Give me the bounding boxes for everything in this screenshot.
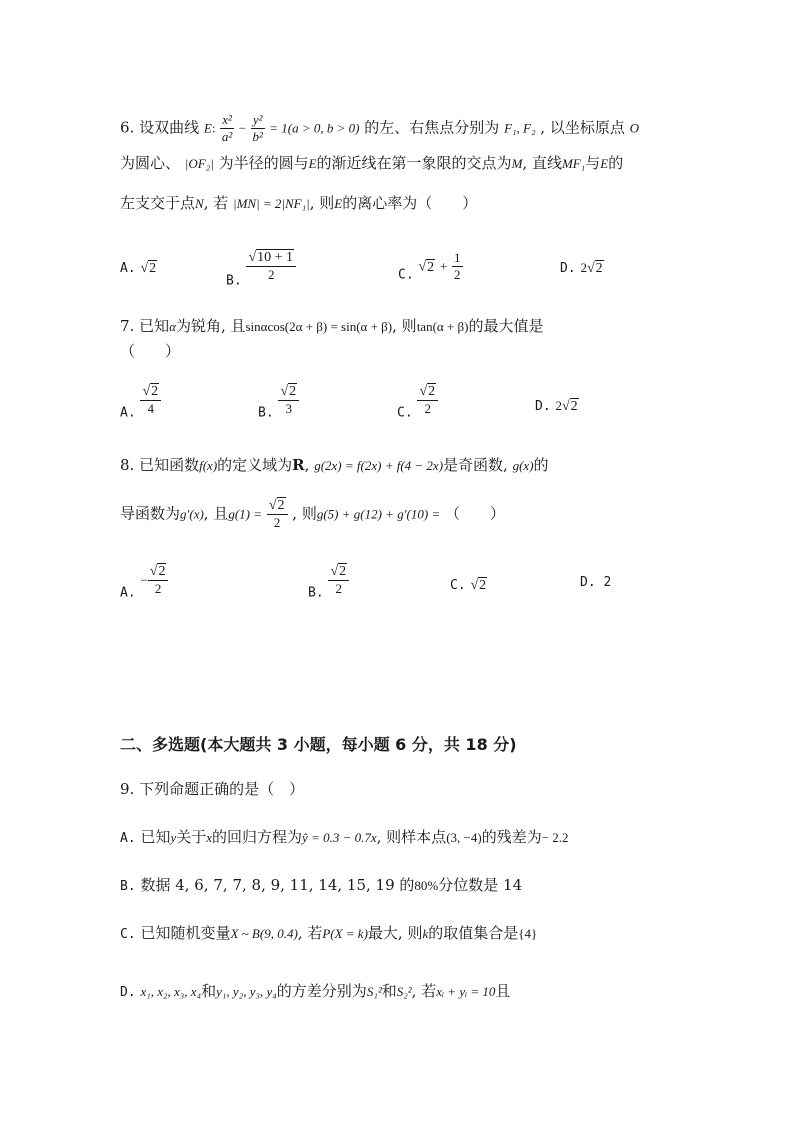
option-fraction [452,250,463,283]
frac-num: √2 [278,384,299,401]
frac-den: 2 [335,581,343,596]
option-fraction [140,384,161,417]
q8-text: 是奇函数, [443,456,508,474]
q7-option-c[interactable] [397,384,438,421]
sqrt-expression: √2 [418,259,435,275]
sqrt-expression: √2 [470,578,487,593]
q9-text: , 则样本点 [376,828,447,846]
q6-symbol-E: E [600,156,609,171]
option-label: A. [120,261,136,276]
minus-sign: − [140,572,148,588]
section-title: 二、多选题(本大题共 3 小题，每小题 6 分，共 18 分) [120,735,517,754]
q6-of2: |OF₂| [184,156,214,171]
q7-option-a[interactable] [120,384,161,421]
q8-text: 已知函数 [139,456,200,474]
q7-text: , 则 [392,317,417,335]
q8-g-definition: g(2x) = f(2x) + f(4 − 2x) [314,458,444,473]
q7-paren: （ ） [120,342,181,360]
q7-condition: sinαcos(2α + β) = sin(α + β) [245,319,393,334]
q9-text: 和 [381,982,397,1000]
q7-option-b[interactable] [258,384,299,421]
q8-text: , 则 [292,504,317,523]
coefficient: 2 [580,260,587,275]
q9-text: 的残差为 [481,828,542,846]
q6-line1 [120,112,639,145]
q9-distribution: X ~ B(9, 0.4) [230,926,298,941]
q9-stem: 9. 下列命题正确的是（ ） [120,780,305,798]
q6-text: , 直线 [522,154,562,172]
option-label: C. [397,405,413,421]
q6-symbol-E: E [308,156,317,171]
q6-frac-x [220,112,234,145]
sqrt-expression: √2 [140,261,157,276]
q9-text: , 若 [297,924,323,942]
q9-option-d[interactable] [120,980,510,1001]
q6-minus: − [238,120,247,136]
frac-den: 2 [273,515,281,530]
radicand: 10 + 1 [257,250,294,265]
q8-option-d[interactable]: D. 2 [580,575,612,590]
q8-number: 8. [120,456,135,474]
coefficient: 2 [555,398,562,413]
q9-text: 和 [201,982,217,1000]
q9-text: 的取值集合是 [428,924,519,942]
q9-sample-point: (3, −4) [446,830,482,845]
q9-option-c[interactable] [120,922,537,943]
option-label: B. [226,273,242,289]
option-label: D. [560,261,576,276]
q6-text: 设双曲线 [139,118,200,137]
q6-option-a[interactable] [120,258,157,277]
q9-option-a[interactable] [120,826,569,847]
radicand: 2 [289,384,297,399]
q6-text: 的左、右焦点分别为 [364,118,500,137]
q9-text: 最大, 则 [367,924,423,942]
q9-text: 且 [495,982,511,1000]
q9-x-values: x₁, x₂, x₃, x₄ [140,984,202,999]
frac-den: 2 [154,581,162,596]
option-label: B. [120,879,136,894]
frac-num: √2 [140,384,161,401]
q6-text: 左支交于点 [120,194,196,212]
frac-num: √2 [267,498,288,515]
option-label: C. [398,267,414,283]
q7-text: 为锐角, 且 [175,317,246,335]
q8-line2 [120,498,505,531]
q9-text: 分位数是 14 [438,876,523,894]
q9-text: 的方差分别为 [276,982,367,1000]
q9-variance-2: S₂² [396,984,412,999]
q7-line1 [120,315,544,336]
q6-symbol-E: E [334,196,343,211]
option-label: A. [120,585,136,601]
q7-text: 的最大值是 [468,317,544,335]
option-label: C. [450,578,466,593]
q7-text: 已知 [139,317,170,335]
frac-den: 2 [267,267,275,282]
option-fraction [246,250,296,283]
q9-x: x [206,830,213,845]
q6-text: 与 [585,154,601,172]
q6-option-c[interactable] [398,250,463,283]
q6-text: , 若 [203,194,229,212]
q9-variance-1: S₁² [366,984,382,999]
frac-den: 2 [424,401,432,416]
q9-text: 的回归方程为 [212,828,303,846]
q6-text: 的渐近线在第一象限的交点为 [316,154,512,172]
q6-line3 [120,192,477,213]
q8-option-b[interactable] [308,564,349,601]
q6-frac-den: b² [252,129,263,144]
option-fraction [278,384,299,417]
q6-frac-den: a² [221,129,233,144]
radicand: 2 [339,564,347,579]
q8-reals: R [292,456,305,474]
q8-option-c[interactable] [450,575,487,594]
q9-percentile: 80% [414,878,439,893]
q8-paren: （ ） [445,504,506,523]
option-label: D. [120,985,136,1000]
q9-y: y [170,830,177,845]
q9-text: 关于 [176,828,207,846]
q9-option-b[interactable] [120,874,522,895]
option-fraction [417,384,438,417]
q6-symbol-O: O [629,120,640,136]
q8-line1 [120,454,549,475]
radicand: 2 [595,261,603,276]
q8-option-a[interactable] [120,564,168,601]
frac-num: √2 [328,564,349,581]
q6-mf1: MF₁ [561,156,586,171]
q6-frac-y [251,112,265,145]
option-label: A. [120,831,136,846]
frac-den: 2 [454,267,461,282]
q8-gpx: g′(x) [180,506,204,522]
q8-expression: g(5) + g(12) + g′(10) = [316,506,441,522]
q6-symbol-M: M [511,156,523,171]
q9-text: 已知随机变量 [140,924,231,942]
q8-text: , 且 [203,504,229,523]
q6-text: 的 [608,154,624,172]
option-label: C. [120,927,136,942]
q8-text: , [304,456,310,474]
q9-k: k [422,926,429,941]
q7-number: 7. [120,317,135,335]
q8-gx: g(x) [512,458,534,473]
q8-g1: g(1) = [228,506,263,522]
q6-text: , 以坐标原点 [540,118,625,137]
q9-y-values: y₁, y₂, y₃, y₄ [216,984,277,999]
q6-foci: F₁, F₂ [504,120,536,136]
q6-symbol-E: E [203,120,212,136]
q7-option-d[interactable] [535,396,579,415]
radicand: 2 [149,261,157,276]
q6-text: 为圆心、 [120,154,181,172]
q6-colon: : [211,120,216,136]
option-label: B. [258,405,274,421]
q6-text: , 则 [309,194,335,212]
q6-frac-num: y² [252,112,263,127]
option-label: D. [535,399,551,414]
q6-option-d[interactable] [560,258,604,277]
q9-residual: − 2.2 [541,830,569,845]
q6-condition: |MN| = 2|NF₁| [233,196,310,211]
radicand: 2 [479,578,487,593]
radicand: 2 [151,384,159,399]
frac-den: 4 [147,401,155,416]
radicand: 2 [428,384,436,399]
q6-eq-rhs: = 1(a > 0, b > 0) [269,120,360,136]
q7-alpha: α [169,319,176,334]
plus-sign: + [439,258,448,274]
q6-number: 6. [120,118,135,137]
q6-text: 为半径的圆与 [218,154,309,172]
q6-symbol-N: N [195,196,204,211]
frac-num: √2 [417,384,438,401]
q7-expression: tan(α + β) [416,319,469,334]
radicand: 2 [158,564,166,579]
option-label: B. [308,585,324,601]
sqrt-expression: √2 [586,261,603,276]
q9-text: , 若 [411,982,437,1000]
q6-text: 的离心率为（ ） [342,194,478,212]
sqrt-expression: √2 [561,399,578,414]
q8-text: 的定义域为 [217,456,293,474]
q7-line2 [120,340,180,361]
q6-option-b[interactable] [226,250,296,289]
radicand: 2 [277,498,285,513]
q8-g1-fraction [267,498,288,531]
q9-text: 已知 [140,828,171,846]
radicand: 2 [570,399,578,414]
frac-num: 1 [454,250,461,265]
q6-frac-num: x² [222,112,232,127]
option-fraction [328,564,349,597]
q9-probability: P(X = k) [322,926,368,941]
q9-text: 数据 4, 6, 7, 7, 8, 9, 11, 14, 15, 19 的 [140,876,415,894]
frac-num: √10 + 1 [246,250,296,267]
q6-line2 [120,152,623,173]
q8-text: 的 [533,456,549,474]
frac-num: √2 [148,564,169,581]
q8-text: 导函数为 [120,504,181,523]
q9-set: {4} [518,926,538,941]
option-label: A. [120,405,136,421]
q9-sum-eq: xᵢ + yᵢ = 10 [436,984,496,999]
radicand: 2 [427,259,435,275]
option-fraction [148,564,169,597]
q9-regression-eq: ŷ = 0.3 − 0.7x [302,830,377,845]
frac-den: 3 [285,401,293,416]
q8-fx: f(x) [199,458,218,473]
